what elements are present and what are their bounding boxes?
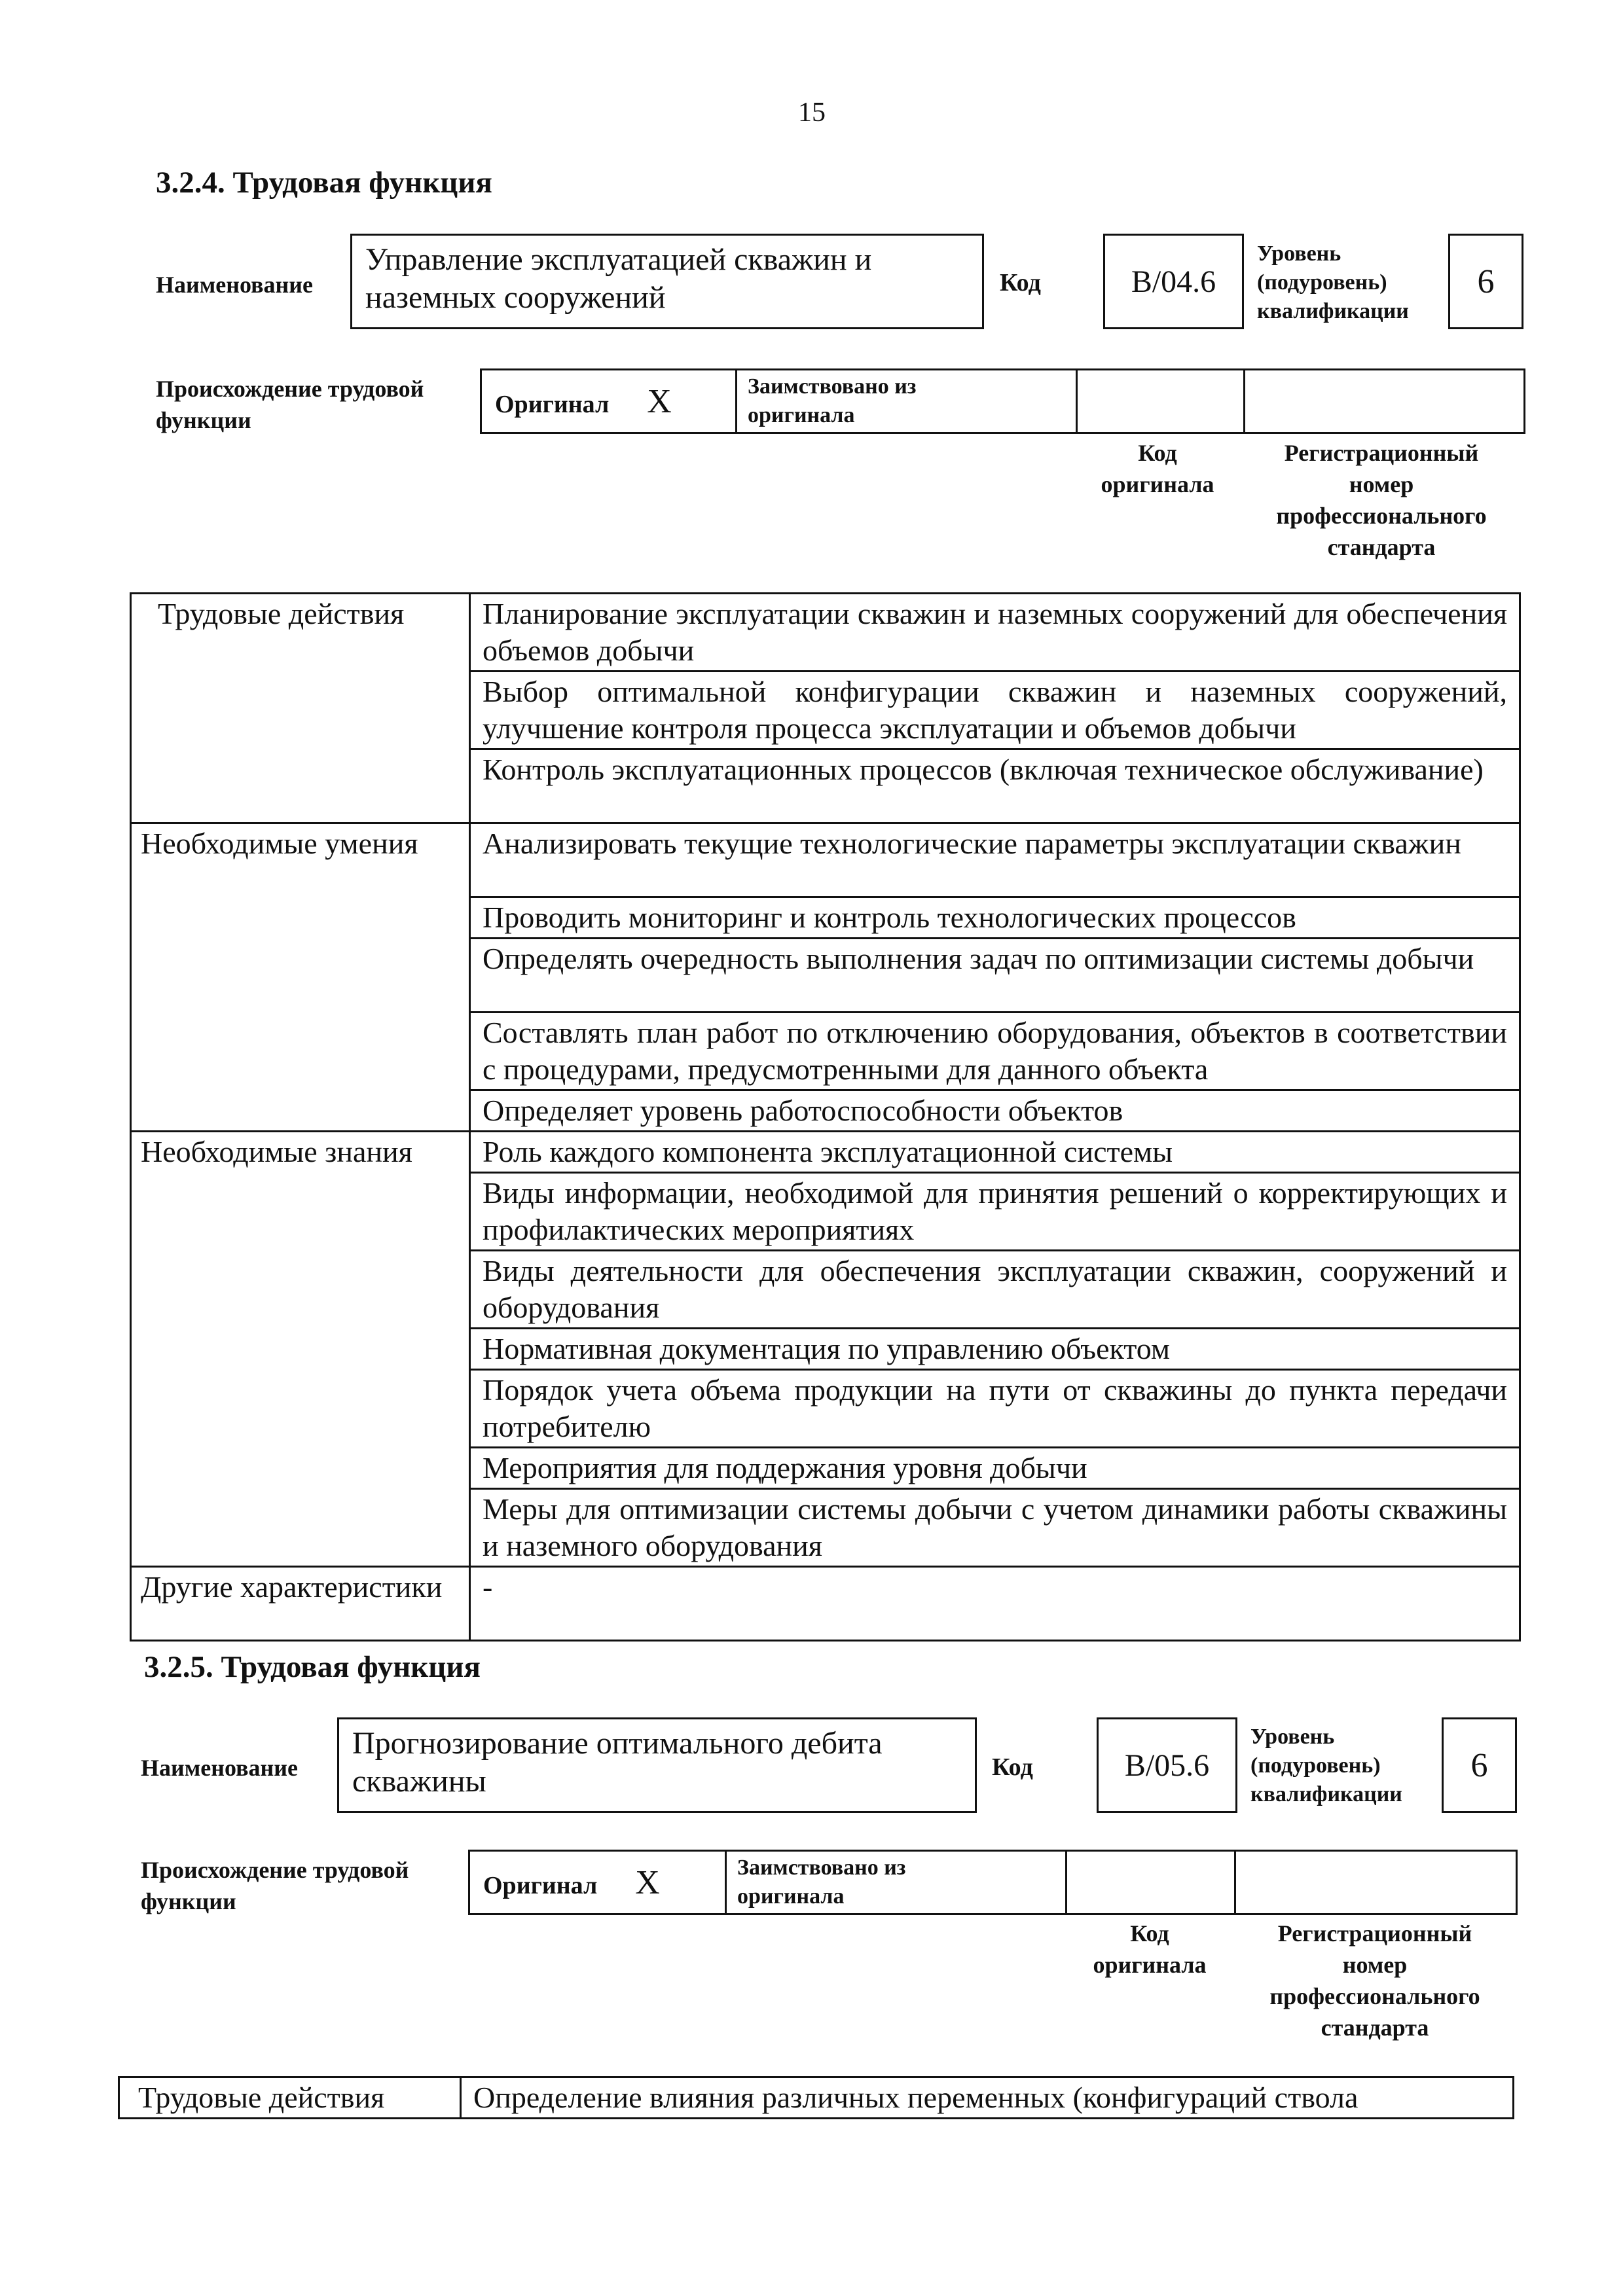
borrowed-cell [726,1851,1067,1914]
reg-number-cell [1245,370,1525,433]
level-box [1448,234,1523,329]
code-box [1103,234,1244,329]
reg-number-label-line: стандарта [1321,2015,1429,2041]
level-label-line: квалификации [1257,299,1409,323]
orig-code-cell [1077,370,1245,433]
row-category: Необходимые умения [131,823,470,1132]
borrowed-label-line: оригинала [748,403,855,427]
function-details-table [130,592,1521,1641]
row-category: Другие характеристики [131,1567,470,1641]
reg-number-label-line: номер [1349,471,1414,497]
function-name: Управление эксплуатацией скважин и наземных сооружений [365,242,872,315]
table-row: - [470,1567,1520,1641]
name-label: Наименование [141,1755,298,1781]
function-name-box [350,234,984,329]
table-row: Нормативная документация по управлению объектом [470,1329,1520,1370]
reg-number-label [1241,437,1522,563]
code-label: Код [992,1753,1033,1781]
reg-number-cell [1235,1851,1517,1914]
row-category: Трудовые действия [131,594,470,823]
original-cell [481,370,737,433]
reg-number-label-line: Регистрационный [1284,440,1479,466]
borrowed-cell [737,370,1077,433]
function-name: Прогнозирование оптимального дебита скважины [352,1726,883,1799]
origin-label [141,1854,409,1917]
level-value: 6 [1477,262,1495,300]
section-heading: 3.2.5. Трудовая функция [144,1650,481,1684]
orig-code-label [1065,1918,1234,1981]
function-details-table [118,2076,1514,2119]
reg-number-label-line: Регистрационный [1277,1920,1472,1946]
table-row: Роль каждого компонента эксплуатационной системы [470,1132,1520,1173]
section-heading: 3.2.4. Трудовая функция [156,166,492,200]
original-label: Оригинал [483,1871,598,1899]
reg-number-label [1234,1918,1516,2043]
level-box [1442,1717,1517,1813]
table-row: Меры для оптимизации системы добычи с учетом динамики работы скважины и наземного оборудования [470,1489,1520,1567]
level-label-line: Уровень [1250,1725,1335,1749]
original-cell [469,1851,726,1914]
table-row: Виды информации, необходимой для принятия решений о корректирующих и профилактических мероприятиях [470,1173,1520,1251]
code-value: B/04.6 [1131,264,1216,299]
original-mark: X [635,1863,660,1901]
origin-label-line: функции [141,1888,236,1914]
row-category: Необходимые знания [131,1132,470,1567]
table-row: Определять очередность выполнения задач по оптимизации системы добычи [470,939,1520,1013]
table-row: Мероприятия для поддержания уровня добычи [470,1448,1520,1489]
table-row: Виды деятельности для обеспечения эксплуатации скважин, сооружений и оборудования [470,1251,1520,1329]
reg-number-label-line: стандарта [1327,534,1436,560]
code-box [1097,1717,1237,1813]
table-row: Определяет уровень работоспособности объектов [470,1090,1520,1132]
table-row: Составлять план работ по отключению оборудования, объектов в соответствии с процедурами, предусмотренными для данного объекта [470,1013,1520,1090]
orig-code-cell [1067,1851,1235,1914]
reg-number-label-line: профессионального [1269,1983,1480,2009]
row-category: Трудовые действия [119,2077,461,2119]
level-label-line: квалификации [1250,1782,1402,1806]
table-row: Проводить мониторинг и контроль технологических процессов [470,897,1520,939]
level-label-line: (подуровень) [1250,1753,1381,1778]
orig-code-label-line: оригинала [1093,1952,1207,1978]
table-row: Анализировать текущие технологические параметры эксплуатации скважин [470,823,1520,897]
level-label [1250,1723,1402,1809]
borrowed-label-line: оригинала [737,1884,845,1909]
origin-table [468,1850,1518,1915]
level-label [1257,240,1409,326]
function-name-box [337,1717,977,1813]
orig-code-label-line: оригинала [1101,471,1214,497]
origin-label [156,373,424,436]
orig-code-label [1074,437,1241,500]
table-row: Контроль эксплуатационных процессов (включая техническое обслуживание) [470,749,1520,823]
orig-code-label-line: Код [1130,1920,1169,1946]
reg-number-label-line: профессионального [1276,503,1487,529]
origin-label-line: функции [156,407,251,433]
borrowed-label-line: Заимствовано из [748,374,917,399]
page-number: 15 [798,98,826,128]
reg-number-label-line: номер [1342,1952,1408,1978]
borrowed-label-line: Заимствовано из [737,1856,906,1880]
orig-code-label-line: Код [1138,440,1177,466]
origin-label-line: Происхождение трудовой [156,376,424,402]
table-row: Порядок учета объема продукции на пути от скважины до пункта передачи потребителю [470,1370,1520,1448]
level-label-line: (подуровень) [1257,270,1387,295]
origin-table [480,368,1525,434]
original-label: Оригинал [495,390,610,418]
level-value: 6 [1470,1746,1488,1784]
name-label: Наименование [156,272,313,298]
table-row: Определение влияния различных переменных (конфигураций ствола [461,2077,1514,2119]
code-value: B/05.6 [1124,1748,1210,1783]
origin-label-line: Происхождение трудовой [141,1857,409,1883]
table-row: Выбор оптимальной конфигурации скважин и наземных сооружений, улучшение контроля процесса эксплуатации и объемов добычи [470,672,1520,749]
table-row: Планирование эксплуатации скважин и наземных сооружений для обеспечения объемов добычи [470,594,1520,672]
code-label: Код [1000,269,1041,296]
level-label-line: Уровень [1257,242,1341,266]
original-mark: X [647,382,672,420]
